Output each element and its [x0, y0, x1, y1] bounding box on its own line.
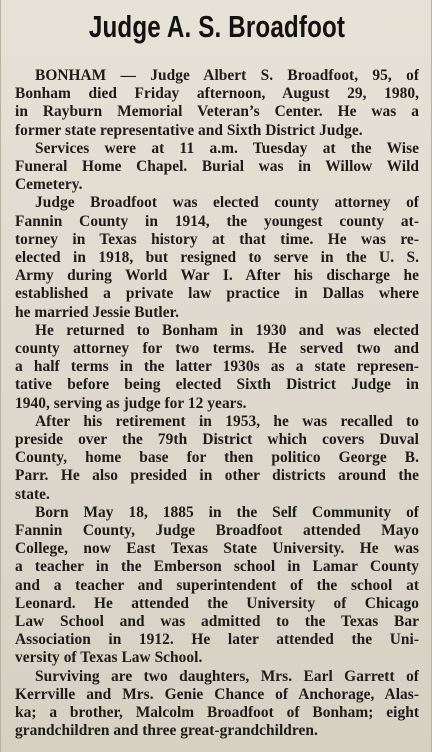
- paragraph-line: Bonham died Friday afternoon, August 29, 1980,: [15, 85, 419, 103]
- paragraph-line: Funeral Home Chapel. Burial was in Willow Wild: [15, 158, 419, 175]
- paragraph-first-line: Born May 18, 1885 in the Self Community of: [35, 503, 419, 521]
- paragraph-line: College, now East Texas State University. He was: [15, 540, 419, 558]
- paragraph-line: ka; a brother, Malcolm Broadfoot of Bonham; eight: [15, 704, 419, 721]
- paragraph-line: Leonard. He attended the University of Chicago: [15, 594, 419, 612]
- paragraph-line: established a private law practice in Dallas where: [15, 285, 419, 303]
- paragraph-line: a half terms in the latter 1930s as a state represen-: [15, 358, 419, 376]
- paragraph-line: Kerrville and Mrs. Genie Chance of Anchorage, Alas-: [15, 685, 419, 703]
- paragraph-first-line: BONHAM — Judge Albert S. Broadfoot, 95, of: [35, 67, 419, 84]
- paragraph-line: he married Jessie Butler.: [15, 303, 179, 321]
- headline: Judge A. S. Broadfoot: [88, 9, 346, 44]
- paragraph-line: Association in 1912. He later attended the Uni-: [15, 631, 419, 649]
- paragraph-line: state.: [15, 485, 50, 503]
- paragraph-line: County, home base for then politico George B.: [15, 449, 419, 467]
- paragraph-first-line: Services were at 11 a.m. Tuesday at the Wise: [35, 139, 419, 157]
- paragraph-line: Cemetery.: [15, 176, 83, 194]
- paragraph-line: versity of Texas Law School.: [15, 649, 203, 667]
- paragraph-line: in Rayburn Memorial Veteran’s Center. He was a: [15, 103, 419, 121]
- paragraph-line: Law School and was admitted to the Texas Bar: [15, 613, 419, 630]
- paragraph-line: grandchildren and three great-grandchildren.: [15, 722, 318, 740]
- paragraph-first-line: Surviving are two daughters, Mrs. Earl Garrett of: [35, 667, 419, 685]
- paragraph-line: preside over the 79th District which covers Duval: [15, 431, 419, 448]
- paragraph-line: Army during World War I. After his discharge he: [15, 267, 419, 285]
- paragraph-line: tative before being elected Sixth District Judge in: [15, 376, 419, 394]
- paragraph-line: county attorney for two terms. He served two and: [15, 340, 419, 357]
- paragraph-line: and a teacher and superintendent of the school at: [15, 576, 419, 594]
- paragraph-line: Fannin County, Judge Broadfoot attended Mayo: [15, 522, 419, 539]
- paragraph-first-line: After his retirement in 1953, he was recalled to: [35, 412, 419, 430]
- paragraph-first-line: He returned to Bonham in 1930 and was elected: [35, 321, 419, 339]
- paragraph-line: former state representative and Sixth District Judge.: [15, 121, 363, 139]
- paragraph-line: 1940, serving as judge for 12 years.: [15, 394, 247, 412]
- paragraph-line: Fannin County in 1914, the youngest county at-: [15, 212, 419, 230]
- paragraph-line: elected in 1918, but resigned to serve in the U. S.: [15, 249, 419, 266]
- paragraph-line: Parr. He also presided in other districts around the: [15, 467, 419, 485]
- paragraph-line: torney in Texas history at that time. He was re-: [15, 230, 419, 248]
- paragraph-first-line: Judge Broadfoot was elected county attorney of: [35, 194, 419, 212]
- paragraph-line: a teacher in the Emberson school in Lamar County: [15, 558, 419, 576]
